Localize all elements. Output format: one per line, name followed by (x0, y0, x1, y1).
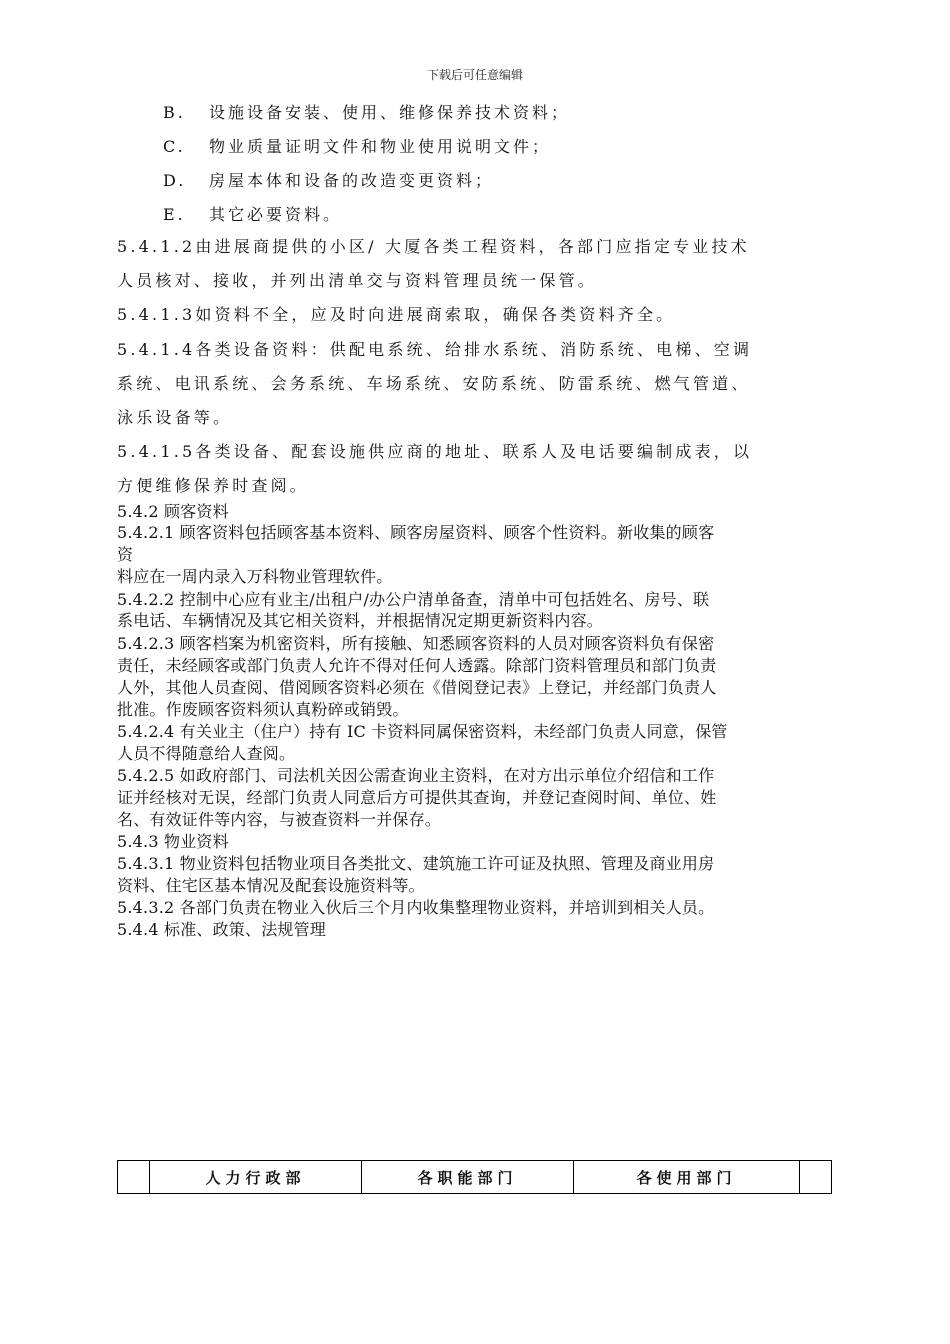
paragraph-line: 人外，其他人员查阅、借阅顾客资料必须在《借阅登记表》上登记，并经部门负责人 (117, 678, 717, 697)
paragraph-line: 泳乐设备等。 (117, 408, 233, 427)
paragraph-line: 资料、住宅区基本情况及配套设施资料等。 (117, 876, 425, 895)
list-item (163, 202, 342, 225)
list-item (163, 134, 551, 157)
paragraph-line: 系电话、车辆情况及其它相关资料，并根据情况定期更新资料内容。 (117, 611, 604, 630)
list-item-label: C. (163, 137, 186, 156)
paragraph-line: 名、有效证件等内容，与被查资料一并保存。 (117, 810, 442, 829)
list-item-text: 设施设备安装、使用、维修保养技术资料； (209, 103, 571, 122)
responsibility-table (117, 1160, 832, 1194)
list-item (163, 100, 570, 123)
paragraph-line: 5.4.2.1 顾客资料包括顾客基本资料、顾客房屋资料、顾客个性资料。新收集的顾客 (117, 523, 715, 542)
paragraph-line: 人员核对、接收，并列出清单交与资料管理员统一保管。 (117, 271, 598, 290)
paragraph-line: 料应在一周内录入万科物业管理软件。 (117, 567, 393, 586)
table-header-hr: 人力行政部 (150, 1161, 362, 1193)
list-item-label: E. (163, 205, 186, 224)
paragraph-line: 系统、电讯系统、会务系统、车场系统、安防系统、防雷系统、燃气管道、 (117, 374, 751, 393)
paragraph-line: 批准。作废顾客资料须认真粉碎或销毁。 (117, 700, 409, 719)
section-heading: 5.4.3 物业资料 (117, 832, 229, 851)
table-header-functional: 各职能部门 (362, 1161, 574, 1193)
paragraph-line: 责任，未经顾客或部门负责人允许不得对任何人透露。除部门资料管理员和部门负责 (117, 656, 717, 675)
paragraph-line: 5.4.2.5 如政府部门、司法机关因公需查询业主资料，在对方出示单位介绍信和工作 (117, 766, 715, 785)
list-item-text: 其它必要资料。 (209, 205, 343, 224)
paragraph-line: 5.4.2.2 控制中心应有业主/出租户/办公户清单备查，清单中可包括姓名、房号、联 (117, 590, 710, 609)
list-item-label: D. (163, 171, 187, 190)
list-item-text: 物业质量证明文件和物业使用说明文件； (209, 137, 552, 156)
paragraph-line: 5.4.2.4 有关业主（住户）持有 IC 卡资料同属保密资料，未经部门负责人同意，保管 (117, 722, 728, 741)
paragraph-line: 5.4.1.4各类设备资料：供配电系统、给排水系统、消防系统、电梯、空调 (117, 340, 753, 359)
table-cell (800, 1161, 831, 1193)
section-heading: 5.4.2 顾客资料 (117, 502, 229, 521)
section-heading: 5.4.4 标准、政策、法规管理 (117, 920, 326, 939)
page-header: 下载后可任意编辑 (426, 68, 523, 82)
paragraph-line: 5.4.1.2由进展商提供的小区/ 大厦各类工程资料，各部门应指定专业技术 (117, 237, 750, 256)
paragraph-line: 5.4.1.3如资料不全，应及时向进展商索取，确保各类资料齐全。 (117, 305, 676, 324)
paragraph-line: 证并经核对无误，经部门负责人同意后方可提供其查询，并登记查阅时间、单位、姓 (117, 788, 717, 807)
paragraph-line: 5.4.2.3 顾客档案为机密资料，所有接触、知悉顾客资料的人员对顾客资料负有保密 (117, 634, 715, 653)
paragraph-line: 方便维修保养时查阅。 (117, 476, 310, 495)
paragraph-line: 人员不得随意给人查阅。 (117, 744, 296, 763)
list-item-label: B. (163, 103, 186, 122)
paragraph-line: 5.4.3.2 各部门负责在物业入伙后三个月内收集整理物业资料，并培训到相关人员。 (117, 898, 715, 917)
paragraph-line: 5.4.3.1 物业资料包括物业项目各类批文、建筑施工许可证及执照、管理及商业用房 (117, 854, 715, 873)
table-header-user-depts: 各使用部门 (574, 1161, 800, 1193)
paragraph-line: 5.4.1.5各类设备、配套设施供应商的地址、联系人及电话要编制成表，以 (117, 442, 753, 461)
list-item-text: 房屋本体和设备的改造变更资料； (209, 171, 495, 190)
list-item (163, 168, 494, 191)
paragraph-line: 资 (117, 545, 134, 564)
table-cell (118, 1161, 150, 1193)
